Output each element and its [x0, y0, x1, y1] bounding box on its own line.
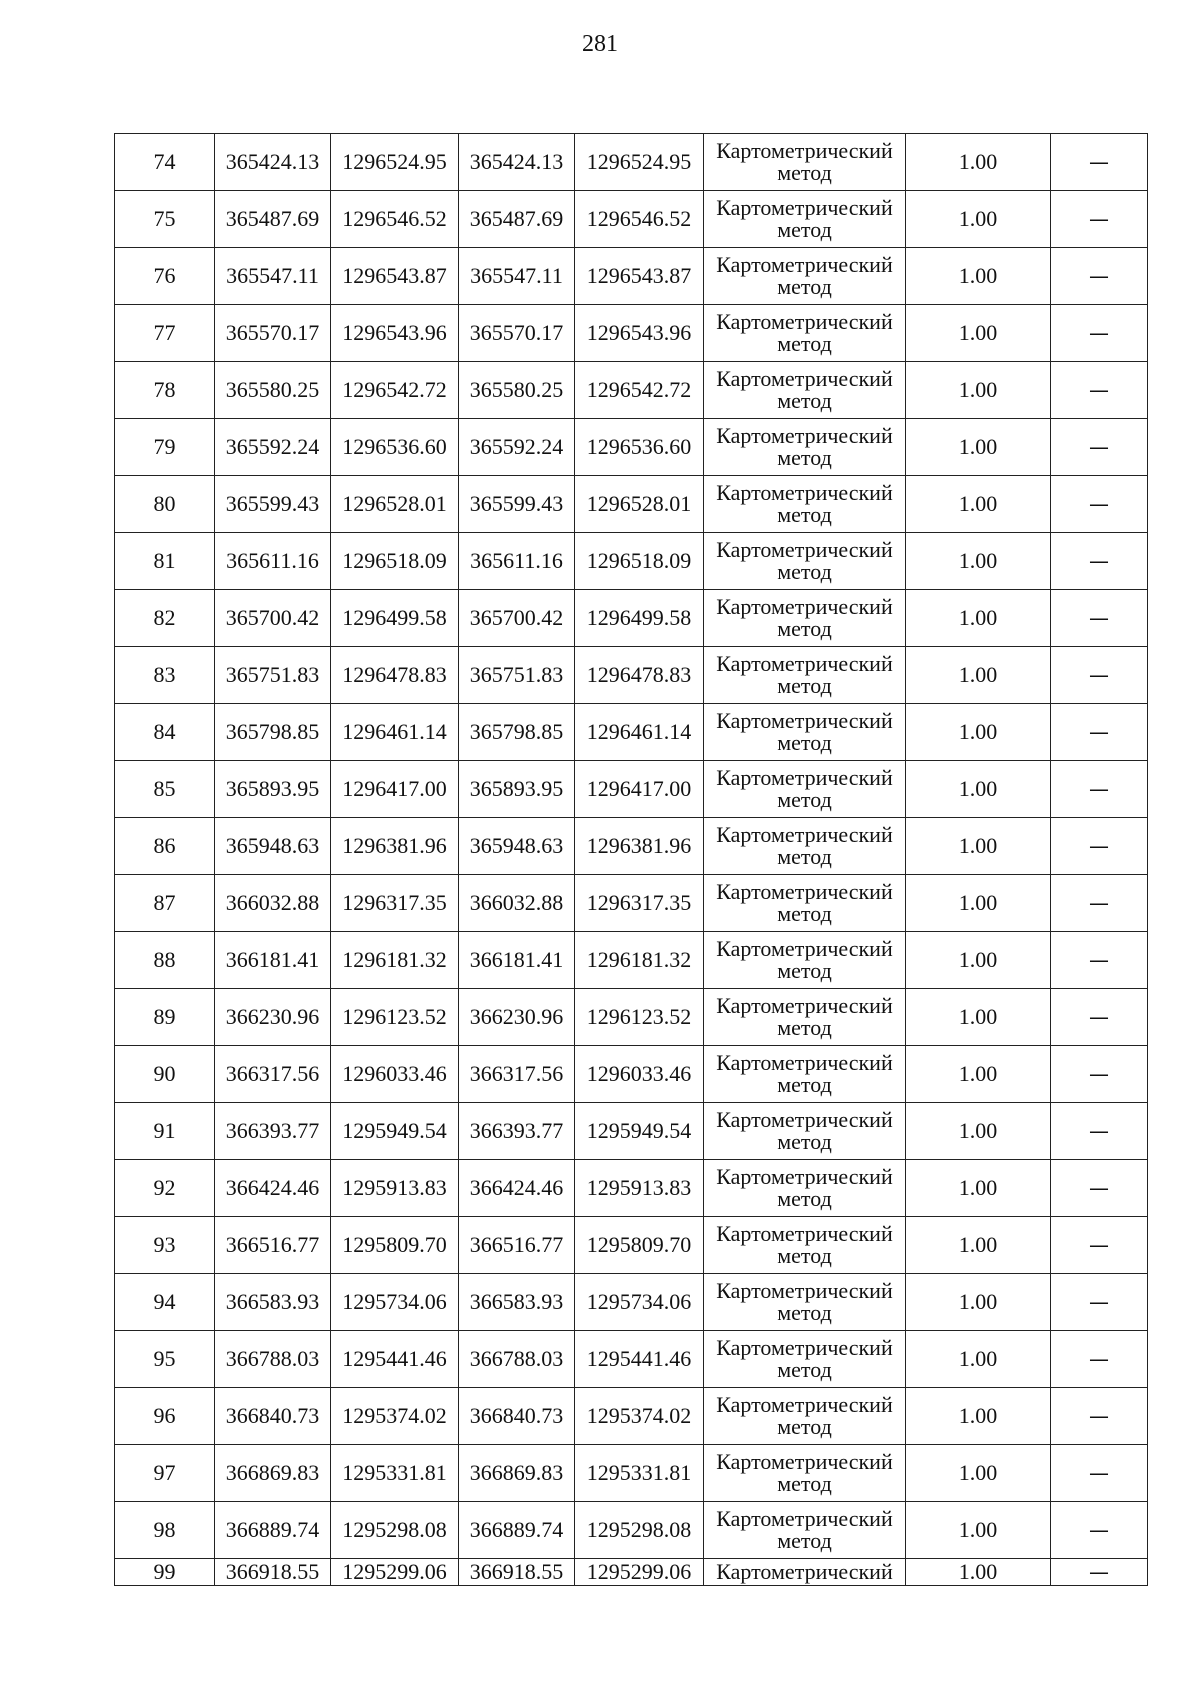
table-row [115, 1103, 1148, 1160]
method-line-1: Картометрический [716, 651, 893, 676]
method-cell [704, 191, 906, 248]
y-coordinate-2-cell: 1296381.96 [575, 818, 704, 875]
x-coordinate-cell: 366424.46 [215, 1160, 331, 1217]
y-coordinate-2-cell: 1295298.08 [575, 1502, 704, 1559]
x-coordinate-2-cell: 365751.83 [459, 647, 575, 704]
table-row-last [115, 1559, 1148, 1586]
x-coordinate-2-cell: 365893.95 [459, 761, 575, 818]
method-line-2: метод [777, 901, 832, 926]
x-coordinate-2-cell: 365611.16 [459, 533, 575, 590]
accuracy-cell: 1.00 [906, 761, 1051, 818]
y-coordinate-2-cell: 1296461.14 [575, 704, 704, 761]
table-row [115, 305, 1148, 362]
method-cell [704, 1160, 906, 1217]
y-coordinate-cell: 1295374.02 [331, 1388, 459, 1445]
x-coordinate-cell: 365751.83 [215, 647, 331, 704]
method-line-1: Картометрический [716, 993, 893, 1018]
y-coordinate-2-cell: 1295331.81 [575, 1445, 704, 1502]
method-cell [704, 704, 906, 761]
note-cell: — [1051, 1046, 1148, 1103]
table-row [115, 932, 1148, 989]
y-coordinate-cell: 1295809.70 [331, 1217, 459, 1274]
note-cell: — [1051, 419, 1148, 476]
table-row [115, 533, 1148, 590]
method-cell [704, 305, 906, 362]
x-coordinate-2-cell: 365487.69 [459, 191, 575, 248]
x-coordinate-cell: 366788.03 [215, 1331, 331, 1388]
y-coordinate-2-cell: 1295441.46 [575, 1331, 704, 1388]
y-coordinate-cell: 1296518.09 [331, 533, 459, 590]
table-row [115, 1445, 1148, 1502]
table-row [115, 134, 1148, 191]
method-line-1: Картометрический [716, 1335, 893, 1360]
method-line-1: Картометрический [716, 1392, 893, 1417]
y-coordinate-cell: 1295734.06 [331, 1274, 459, 1331]
x-coordinate-2-cell: 365592.24 [459, 419, 575, 476]
x-coordinate-cell: 366889.74 [215, 1502, 331, 1559]
method-line-1: Картометрический [716, 138, 893, 163]
method-line-2: метод [777, 1357, 832, 1382]
note-cell: — [1051, 134, 1148, 191]
point-number-cell: 99 [115, 1559, 215, 1586]
y-coordinate-cell: 1295949.54 [331, 1103, 459, 1160]
method-line-2: метод [777, 388, 832, 413]
note-cell: — [1051, 1502, 1148, 1559]
method-line-2: метод [777, 331, 832, 356]
note-cell: — [1051, 761, 1148, 818]
point-number-cell: 74 [115, 134, 215, 191]
table-row [115, 1331, 1148, 1388]
table-row [115, 476, 1148, 533]
table-row [115, 647, 1148, 704]
y-coordinate-2-cell: 1296528.01 [575, 476, 704, 533]
x-coordinate-2-cell: 365424.13 [459, 134, 575, 191]
method-cell [704, 533, 906, 590]
method-cell [704, 818, 906, 875]
point-number-cell: 88 [115, 932, 215, 989]
method-cell [704, 761, 906, 818]
point-number-cell: 86 [115, 818, 215, 875]
y-coordinate-cell: 1296381.96 [331, 818, 459, 875]
y-coordinate-2-cell: 1296543.96 [575, 305, 704, 362]
method-line-2: метод [777, 1528, 832, 1553]
table-row [115, 1160, 1148, 1217]
accuracy-cell: 1.00 [906, 1046, 1051, 1103]
x-coordinate-2-cell: 365570.17 [459, 305, 575, 362]
note-cell: — [1051, 1559, 1148, 1586]
y-coordinate-cell: 1296499.58 [331, 590, 459, 647]
method-line-1: Картометрический [716, 1107, 893, 1132]
point-number-cell: 97 [115, 1445, 215, 1502]
x-coordinate-2-cell: 365547.11 [459, 248, 575, 305]
x-coordinate-cell: 366393.77 [215, 1103, 331, 1160]
point-number-cell: 93 [115, 1217, 215, 1274]
method-cell [704, 932, 906, 989]
y-coordinate-cell: 1296461.14 [331, 704, 459, 761]
accuracy-cell: 1.00 [906, 1331, 1051, 1388]
note-cell: — [1051, 305, 1148, 362]
accuracy-cell: 1.00 [906, 1274, 1051, 1331]
accuracy-cell: 1.00 [906, 533, 1051, 590]
x-coordinate-cell: 365700.42 [215, 590, 331, 647]
method-line-1: Картометрический [716, 309, 893, 334]
note-cell: — [1051, 989, 1148, 1046]
note-cell: — [1051, 818, 1148, 875]
x-coordinate-2-cell: 366788.03 [459, 1331, 575, 1388]
point-number-cell: 85 [115, 761, 215, 818]
method-cell [704, 989, 906, 1046]
accuracy-cell: 1.00 [906, 1160, 1051, 1217]
x-coordinate-2-cell: 366393.77 [459, 1103, 575, 1160]
note-cell: — [1051, 1217, 1148, 1274]
point-number-cell: 79 [115, 419, 215, 476]
y-coordinate-2-cell: 1295913.83 [575, 1160, 704, 1217]
x-coordinate-2-cell: 366181.41 [459, 932, 575, 989]
x-coordinate-cell: 365599.43 [215, 476, 331, 533]
method-cell [704, 590, 906, 647]
method-cell [704, 1046, 906, 1103]
x-coordinate-cell: 366583.93 [215, 1274, 331, 1331]
x-coordinate-2-cell: 366840.73 [459, 1388, 575, 1445]
table-row [115, 818, 1148, 875]
accuracy-cell: 1.00 [906, 248, 1051, 305]
method-line-2: метод [777, 559, 832, 584]
y-coordinate-2-cell: 1296546.52 [575, 191, 704, 248]
method-line-2: метод [777, 1072, 832, 1097]
accuracy-cell: 1.00 [906, 989, 1051, 1046]
note-cell: — [1051, 1331, 1148, 1388]
table-body [115, 134, 1148, 1586]
point-number-cell: 89 [115, 989, 215, 1046]
accuracy-cell: 1.00 [906, 1388, 1051, 1445]
accuracy-cell: 1.00 [906, 191, 1051, 248]
method-cell [704, 419, 906, 476]
x-coordinate-cell: 365798.85 [215, 704, 331, 761]
accuracy-cell: 1.00 [906, 1502, 1051, 1559]
x-coordinate-2-cell: 365700.42 [459, 590, 575, 647]
table-row [115, 1046, 1148, 1103]
x-coordinate-2-cell: 366516.77 [459, 1217, 575, 1274]
table-row [115, 590, 1148, 647]
method-cell [704, 1103, 906, 1160]
method-line-1: Картометрический [716, 936, 893, 961]
point-number-cell: 76 [115, 248, 215, 305]
method-cell [704, 476, 906, 533]
x-coordinate-2-cell: 366918.55 [459, 1559, 575, 1586]
note-cell: — [1051, 1388, 1148, 1445]
table-row [115, 761, 1148, 818]
method-cell: Картометрический [704, 1559, 906, 1586]
method-line-2: метод [777, 1015, 832, 1040]
accuracy-cell: 1.00 [906, 704, 1051, 761]
y-coordinate-2-cell: 1296499.58 [575, 590, 704, 647]
table-row [115, 1217, 1148, 1274]
table-row [115, 1274, 1148, 1331]
method-line-2: метод [777, 1300, 832, 1325]
accuracy-cell: 1.00 [906, 1103, 1051, 1160]
table-row [115, 875, 1148, 932]
method-cell [704, 875, 906, 932]
note-cell: — [1051, 191, 1148, 248]
accuracy-cell: 1.00 [906, 818, 1051, 875]
note-cell: — [1051, 932, 1148, 989]
page-number: 281 [582, 31, 618, 57]
point-number-cell: 84 [115, 704, 215, 761]
table-row [115, 248, 1148, 305]
accuracy-cell: 1.00 [906, 305, 1051, 362]
y-coordinate-cell: 1296317.35 [331, 875, 459, 932]
point-number-cell: 92 [115, 1160, 215, 1217]
accuracy-cell: 1.00 [906, 647, 1051, 704]
table-row [115, 989, 1148, 1046]
y-coordinate-2-cell: 1295374.02 [575, 1388, 704, 1445]
point-number-cell: 96 [115, 1388, 215, 1445]
y-coordinate-2-cell: 1296317.35 [575, 875, 704, 932]
point-number-cell: 94 [115, 1274, 215, 1331]
x-coordinate-2-cell: 366032.88 [459, 875, 575, 932]
point-number-cell: 78 [115, 362, 215, 419]
method-line-1: Картометрический [716, 594, 893, 619]
x-coordinate-2-cell: 366583.93 [459, 1274, 575, 1331]
note-cell: — [1051, 647, 1148, 704]
method-line-2: метод [777, 958, 832, 983]
y-coordinate-cell: 1295331.81 [331, 1445, 459, 1502]
table-row [115, 704, 1148, 761]
note-cell: — [1051, 1160, 1148, 1217]
point-number-cell: 95 [115, 1331, 215, 1388]
x-coordinate-cell: 365547.11 [215, 248, 331, 305]
point-number-cell: 91 [115, 1103, 215, 1160]
x-coordinate-cell: 365611.16 [215, 533, 331, 590]
x-coordinate-cell: 366032.88 [215, 875, 331, 932]
method-line-2: метод [777, 730, 832, 755]
point-number-cell: 75 [115, 191, 215, 248]
point-number-cell: 83 [115, 647, 215, 704]
x-coordinate-2-cell: 366889.74 [459, 1502, 575, 1559]
method-cell [704, 1331, 906, 1388]
x-coordinate-cell: 365487.69 [215, 191, 331, 248]
method-line-1: Картометрический [716, 1449, 893, 1474]
x-coordinate-cell: 366181.41 [215, 932, 331, 989]
y-coordinate-cell: 1295299.06 [331, 1559, 459, 1586]
method-line-1: Картометрический [716, 366, 893, 391]
y-coordinate-cell: 1296543.87 [331, 248, 459, 305]
y-coordinate-cell: 1296181.32 [331, 932, 459, 989]
note-cell: — [1051, 704, 1148, 761]
method-line-1: Картометрический [716, 423, 893, 448]
y-coordinate-2-cell: 1296123.52 [575, 989, 704, 1046]
table-row [115, 191, 1148, 248]
y-coordinate-cell: 1296478.83 [331, 647, 459, 704]
y-coordinate-cell: 1296417.00 [331, 761, 459, 818]
y-coordinate-2-cell: 1295809.70 [575, 1217, 704, 1274]
x-coordinate-cell: 366869.83 [215, 1445, 331, 1502]
accuracy-cell: 1.00 [906, 1559, 1051, 1586]
method-line-2: метод [777, 787, 832, 812]
method-cell [704, 1445, 906, 1502]
method-line-2: метод [777, 1243, 832, 1268]
method-line-1: Картометрический [716, 1278, 893, 1303]
y-coordinate-cell: 1296543.96 [331, 305, 459, 362]
method-cell [704, 134, 906, 191]
y-coordinate-cell: 1296528.01 [331, 476, 459, 533]
method-line-2: метод [777, 616, 832, 641]
point-number-cell: 82 [115, 590, 215, 647]
x-coordinate-cell: 365570.17 [215, 305, 331, 362]
y-coordinate-2-cell: 1296524.95 [575, 134, 704, 191]
method-cell [704, 248, 906, 305]
accuracy-cell: 1.00 [906, 476, 1051, 533]
x-coordinate-cell: 366918.55 [215, 1559, 331, 1586]
table-row [115, 1502, 1148, 1559]
y-coordinate-cell: 1296033.46 [331, 1046, 459, 1103]
method-cell [704, 1217, 906, 1274]
x-coordinate-2-cell: 365599.43 [459, 476, 575, 533]
x-coordinate-cell: 365893.95 [215, 761, 331, 818]
method-line-2: метод [777, 1129, 832, 1154]
method-line-1: Картометрический [716, 822, 893, 847]
x-coordinate-cell: 366516.77 [215, 1217, 331, 1274]
accuracy-cell: 1.00 [906, 134, 1051, 191]
y-coordinate-2-cell: 1295734.06 [575, 1274, 704, 1331]
method-line-1: Картометрический [716, 195, 893, 220]
y-coordinate-2-cell: 1296478.83 [575, 647, 704, 704]
method-line-2: метод [777, 673, 832, 698]
method-line-1: Картометрический [716, 1506, 893, 1531]
accuracy-cell: 1.00 [906, 875, 1051, 932]
y-coordinate-2-cell: 1296536.60 [575, 419, 704, 476]
method-line-2: метод [777, 160, 832, 185]
method-line-1: Картометрический [716, 879, 893, 904]
note-cell: — [1051, 533, 1148, 590]
y-coordinate-cell: 1296546.52 [331, 191, 459, 248]
y-coordinate-cell: 1295441.46 [331, 1331, 459, 1388]
accuracy-cell: 1.00 [906, 419, 1051, 476]
method-line-1: Картометрический [716, 1164, 893, 1189]
x-coordinate-2-cell: 366317.56 [459, 1046, 575, 1103]
x-coordinate-cell: 365948.63 [215, 818, 331, 875]
method-line-1: Картометрический [716, 708, 893, 733]
note-cell: — [1051, 875, 1148, 932]
method-cell [704, 1274, 906, 1331]
method-line-2: метод [777, 502, 832, 527]
x-coordinate-2-cell: 366230.96 [459, 989, 575, 1046]
method-line-2: метод [777, 274, 832, 299]
x-coordinate-cell: 366317.56 [215, 1046, 331, 1103]
x-coordinate-2-cell: 365948.63 [459, 818, 575, 875]
note-cell: — [1051, 248, 1148, 305]
accuracy-cell: 1.00 [906, 932, 1051, 989]
method-line-2: метод [777, 844, 832, 869]
method-line-2: метод [777, 1186, 832, 1211]
x-coordinate-cell: 365580.25 [215, 362, 331, 419]
accuracy-cell: 1.00 [906, 1217, 1051, 1274]
method-line-1: Картометрический [716, 480, 893, 505]
note-cell: — [1051, 476, 1148, 533]
note-cell: — [1051, 1274, 1148, 1331]
method-line-1: Картометрический [716, 765, 893, 790]
table-row [115, 362, 1148, 419]
y-coordinate-2-cell: 1296543.87 [575, 248, 704, 305]
x-coordinate-2-cell: 365580.25 [459, 362, 575, 419]
method-line-1: Картометрический [716, 1050, 893, 1075]
y-coordinate-cell: 1296524.95 [331, 134, 459, 191]
x-coordinate-cell: 365592.24 [215, 419, 331, 476]
y-coordinate-2-cell: 1296033.46 [575, 1046, 704, 1103]
note-cell: — [1051, 590, 1148, 647]
x-coordinate-cell: 365424.13 [215, 134, 331, 191]
y-coordinate-2-cell: 1296518.09 [575, 533, 704, 590]
method-line-2: метод [777, 1414, 832, 1439]
x-coordinate-2-cell: 365798.85 [459, 704, 575, 761]
method-line-2: метод [777, 217, 832, 242]
y-coordinate-cell: 1296123.52 [331, 989, 459, 1046]
method-line-1: Картометрический [716, 1221, 893, 1246]
point-number-cell: 77 [115, 305, 215, 362]
y-coordinate-cell: 1296536.60 [331, 419, 459, 476]
point-number-cell: 87 [115, 875, 215, 932]
x-coordinate-cell: 366840.73 [215, 1388, 331, 1445]
y-coordinate-2-cell: 1296542.72 [575, 362, 704, 419]
accuracy-cell: 1.00 [906, 590, 1051, 647]
method-cell [704, 362, 906, 419]
note-cell: — [1051, 362, 1148, 419]
point-number-cell: 80 [115, 476, 215, 533]
x-coordinate-2-cell: 366424.46 [459, 1160, 575, 1217]
table-row [115, 1388, 1148, 1445]
note-cell: — [1051, 1445, 1148, 1502]
method-line-2: метод [777, 1471, 832, 1496]
method-line-1: Картометрический [716, 537, 893, 562]
y-coordinate-2-cell: 1296417.00 [575, 761, 704, 818]
x-coordinate-2-cell: 366869.83 [459, 1445, 575, 1502]
coordinates-table [114, 133, 1148, 1586]
y-coordinate-2-cell: 1295299.06 [575, 1559, 704, 1586]
point-number-cell: 90 [115, 1046, 215, 1103]
method-cell [704, 1502, 906, 1559]
note-cell: — [1051, 1103, 1148, 1160]
table-row [115, 419, 1148, 476]
method-line-2: метод [777, 445, 832, 470]
y-coordinate-cell: 1295913.83 [331, 1160, 459, 1217]
x-coordinate-cell: 366230.96 [215, 989, 331, 1046]
y-coordinate-cell: 1295298.08 [331, 1502, 459, 1559]
method-line-1: Картометрический [716, 252, 893, 277]
method-cell [704, 1388, 906, 1445]
y-coordinate-2-cell: 1296181.32 [575, 932, 704, 989]
method-cell [704, 647, 906, 704]
y-coordinate-2-cell: 1295949.54 [575, 1103, 704, 1160]
point-number-cell: 98 [115, 1502, 215, 1559]
y-coordinate-cell: 1296542.72 [331, 362, 459, 419]
point-number-cell: 81 [115, 533, 215, 590]
accuracy-cell: 1.00 [906, 1445, 1051, 1502]
accuracy-cell: 1.00 [906, 362, 1051, 419]
